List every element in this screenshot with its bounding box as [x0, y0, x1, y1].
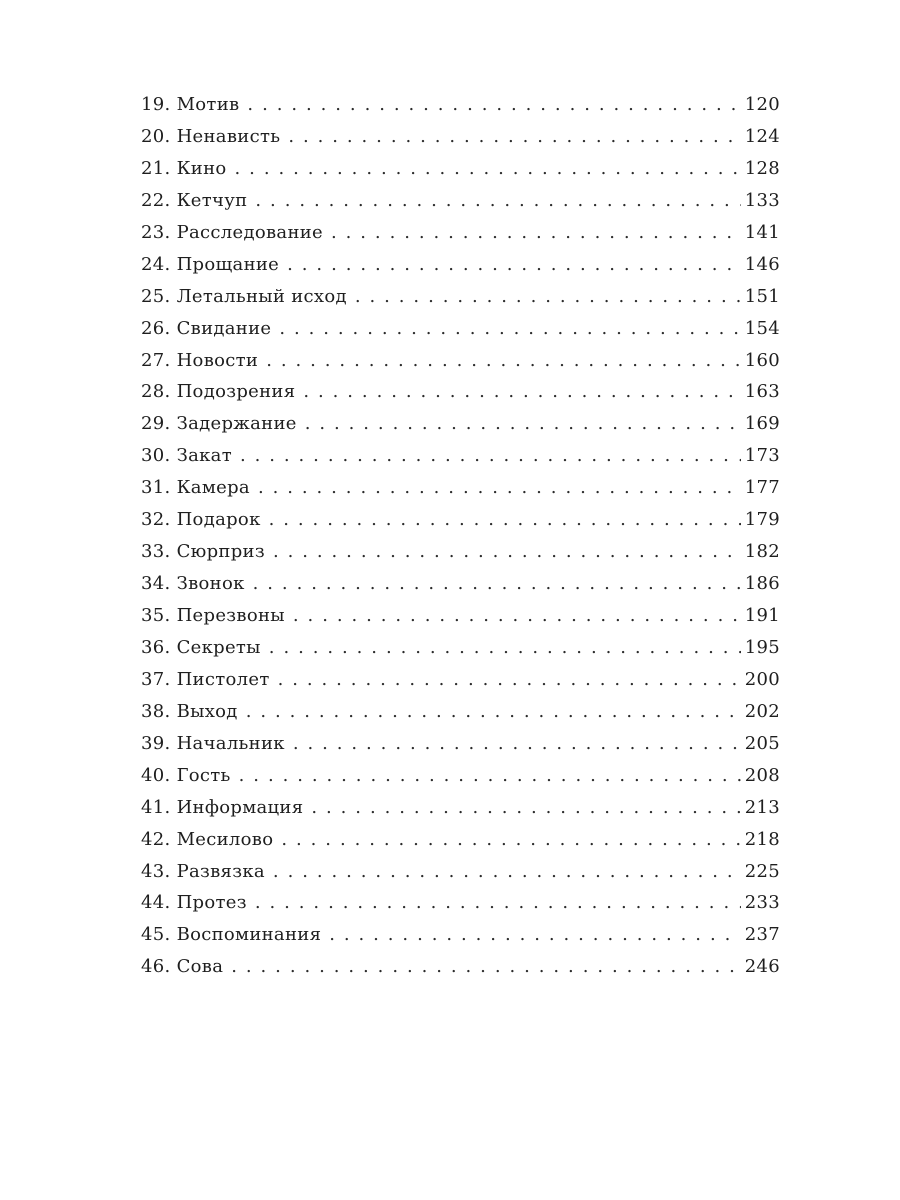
- toc-entry-title: [141, 600, 285, 632]
- toc-entry-number: 23 .: [141, 222, 177, 243]
- dot-leader: [273, 536, 741, 568]
- toc-entry: [141, 313, 780, 345]
- toc-entry-title: [141, 313, 271, 345]
- toc-entry-page: 237: [744, 924, 780, 946]
- dot-leader: [355, 281, 741, 313]
- toc-entry: [141, 632, 780, 664]
- toc-entry-page: 177: [744, 477, 780, 499]
- toc-entry-page: 202: [744, 700, 780, 722]
- dot-leader: [269, 504, 741, 536]
- toc-entry-title: [141, 345, 258, 377]
- toc-entry-number: 45 .: [141, 924, 177, 945]
- toc-entry-page: 120: [744, 94, 780, 115]
- toc-entry-page: 124: [744, 125, 780, 147]
- toc-entry: [141, 600, 780, 632]
- dot-leader: [246, 696, 741, 728]
- toc-entry-title: [141, 249, 279, 281]
- toc-entry-title: [141, 408, 297, 440]
- dot-leader: [239, 760, 741, 792]
- toc-entry: [141, 887, 780, 919]
- toc-entry-label: Камера: [176, 477, 250, 499]
- toc-entry-label: Гость: [176, 764, 231, 786]
- toc-entry-number: 21 .: [141, 158, 177, 179]
- dot-leader: [240, 440, 741, 472]
- toc-entry: [141, 217, 780, 249]
- toc-entry: [141, 472, 780, 504]
- dot-leader: [253, 568, 741, 600]
- toc-entry: [141, 345, 780, 377]
- toc-entry-title: [141, 568, 245, 600]
- toc-entry: [141, 408, 780, 440]
- dot-leader: [269, 632, 741, 664]
- toc-entry-page: 182: [744, 541, 780, 563]
- toc-entry-title: [141, 760, 231, 792]
- toc-entry-label: Информация: [176, 796, 304, 818]
- toc-entry-number: 38 .: [141, 701, 177, 722]
- toc-entry-label: Свидание: [176, 317, 272, 339]
- toc-entry-number: 33 .: [141, 541, 177, 562]
- toc-entry-title: [141, 951, 223, 983]
- toc-entry-page: 186: [744, 573, 780, 595]
- toc-entry-title: [141, 121, 280, 153]
- toc-entry-label: Расследование: [176, 221, 323, 243]
- toc-entry-label: Мотив: [176, 94, 240, 115]
- toc-entry-title: [141, 632, 261, 664]
- toc-entry-number: 43 .: [141, 861, 177, 882]
- toc-entry-label: Секреты: [176, 636, 261, 658]
- toc-entry-number: 19 .: [141, 94, 177, 115]
- dot-leader: [293, 728, 741, 760]
- toc-entry: [141, 728, 780, 760]
- dot-leader: [303, 376, 740, 408]
- toc-entry-label: Задержание: [176, 413, 297, 435]
- toc-entry: [141, 153, 780, 185]
- toc-entry-number: 22 .: [141, 190, 177, 211]
- toc-entry: [141, 792, 780, 824]
- toc-entry-title: [141, 281, 347, 313]
- toc-entry-title: [141, 792, 303, 824]
- toc-entry-label: Протез: [176, 892, 247, 914]
- toc-entry-label: Ненависть: [176, 125, 281, 147]
- dot-leader: [329, 919, 741, 951]
- dot-leader: [278, 664, 741, 696]
- toc-entry-label: Подарок: [176, 509, 261, 531]
- toc-entry-label: Начальник: [176, 732, 285, 754]
- toc-entry-number: 30 .: [141, 445, 177, 466]
- toc-entry: [141, 951, 780, 983]
- toc-entry-title: [141, 89, 239, 121]
- toc-entry-title: [141, 536, 265, 568]
- toc-entry-page: 213: [744, 796, 780, 818]
- toc-entry: [141, 568, 780, 600]
- toc-entry-label: Пистолет: [176, 668, 270, 690]
- toc-entry-label: Летальный исход: [176, 285, 347, 307]
- toc-entry-page: 160: [744, 349, 780, 371]
- toc-entry-page: 146: [744, 253, 780, 275]
- toc-entry: [141, 536, 780, 568]
- toc-entry-title: [141, 153, 227, 185]
- toc-entry-number: 37 .: [141, 669, 177, 690]
- toc-entry-page: 208: [744, 764, 780, 786]
- toc-entry: [141, 249, 780, 281]
- toc-entry: [141, 504, 780, 536]
- toc-entry-title: [141, 919, 321, 951]
- toc-entry-label: Месилово: [176, 828, 274, 850]
- toc-entry-title: [141, 664, 270, 696]
- dot-leader: [266, 345, 741, 377]
- toc-entry-page: 163: [744, 381, 780, 403]
- toc-entry-page: 133: [744, 189, 780, 211]
- toc-entry-title: [141, 185, 247, 217]
- table-of-contents: [141, 89, 780, 983]
- dot-leader: [255, 887, 741, 919]
- toc-entry: [141, 919, 780, 951]
- toc-entry: [141, 824, 780, 856]
- toc-entry-number: 26 .: [141, 318, 177, 339]
- toc-entry-number: 28 .: [141, 381, 177, 402]
- toc-entry: [141, 185, 780, 217]
- toc-entry-label: Выход: [176, 700, 238, 722]
- toc-entry-label: Закат: [176, 445, 232, 467]
- toc-entry-number: 32 .: [141, 509, 177, 530]
- toc-entry: [141, 664, 780, 696]
- toc-entry-number: 20 .: [141, 126, 177, 147]
- toc-entry-label: Кетчуп: [176, 189, 248, 211]
- toc-entry-title: [141, 376, 295, 408]
- toc-entry-page: 173: [744, 445, 780, 467]
- toc-entry-number: 29 .: [141, 413, 177, 434]
- toc-entry-page: 200: [744, 668, 780, 690]
- toc-entry-page: 191: [744, 605, 780, 626]
- toc-entry: [141, 440, 780, 472]
- dot-leader: [258, 472, 741, 504]
- toc-entry-page: 128: [744, 157, 780, 179]
- toc-entry-number: 34 .: [141, 573, 177, 594]
- toc-entry-label: Развязка: [176, 860, 265, 882]
- toc-entry: [141, 121, 780, 153]
- toc-entry-label: Звонок: [176, 573, 245, 595]
- toc-entry-number: 35 .: [141, 605, 177, 626]
- toc-entry-label: Перезвоны: [176, 605, 285, 626]
- toc-entry-number: 39 .: [141, 733, 177, 754]
- dot-leader: [311, 792, 740, 824]
- toc-entry-title: [141, 504, 261, 536]
- toc-entry-page: 179: [744, 509, 780, 531]
- toc-entry: [141, 281, 780, 313]
- toc-entry-label: Новости: [176, 349, 259, 371]
- toc-entry-label: Сова: [176, 956, 224, 978]
- dot-leader: [331, 217, 741, 249]
- toc-entry-page: 225: [744, 860, 780, 882]
- toc-entry-title: [141, 856, 265, 888]
- toc-entry-number: 24 .: [141, 254, 177, 275]
- toc-entry-label: Воспоминания: [176, 924, 322, 946]
- toc-entry: [141, 856, 780, 888]
- toc-entry-page: 246: [744, 956, 780, 978]
- dot-leader: [235, 153, 741, 185]
- dot-leader: [231, 951, 740, 983]
- toc-entry-title: [141, 887, 247, 919]
- toc-entry-page: 151: [744, 285, 780, 307]
- dot-leader: [255, 185, 740, 217]
- toc-entry-page: 233: [744, 892, 780, 914]
- toc-entry-title: [141, 728, 285, 760]
- toc-entry-number: 46 .: [141, 956, 177, 977]
- dot-leader: [287, 249, 741, 281]
- toc-entry-label: Прощание: [176, 253, 280, 275]
- toc-entry-page: 169: [744, 413, 780, 435]
- toc-entry: [141, 89, 780, 121]
- toc-entry-title: [141, 696, 238, 728]
- toc-entry: [141, 760, 780, 792]
- toc-entry: [141, 376, 780, 408]
- toc-entry-page: 195: [744, 636, 780, 658]
- toc-entry-title: [141, 440, 232, 472]
- toc-entry-number: 44 .: [141, 892, 177, 913]
- dot-leader: [288, 121, 740, 153]
- toc-entry-title: [141, 217, 323, 249]
- toc-entry-page: 154: [744, 317, 780, 339]
- toc-entry-page: 141: [744, 221, 780, 243]
- toc-entry-number: 41 .: [141, 797, 177, 818]
- toc-entry-number: 27 .: [141, 350, 177, 371]
- toc-entry-label: Кино: [176, 157, 227, 179]
- dot-leader: [247, 89, 740, 121]
- toc-entry-page: 218: [744, 828, 780, 850]
- dot-leader: [273, 856, 741, 888]
- toc-entry-label: Подозрения: [176, 381, 296, 403]
- toc-entry-number: 25 .: [141, 286, 177, 307]
- toc-entry-page: 205: [744, 732, 780, 754]
- dot-leader: [305, 408, 741, 440]
- toc-entry-number: 40 .: [141, 765, 177, 786]
- dot-leader: [279, 313, 740, 345]
- toc-entry-label: Сюрприз: [176, 541, 265, 563]
- toc-entry-title: [141, 472, 250, 504]
- toc-entry: [141, 696, 780, 728]
- toc-entry-title: [141, 824, 273, 856]
- dot-leader: [293, 600, 741, 632]
- toc-entry-number: 42 .: [141, 829, 177, 850]
- toc-entry-number: 36 .: [141, 637, 177, 658]
- dot-leader: [281, 824, 740, 856]
- toc-entry-number: 31 .: [141, 477, 177, 498]
